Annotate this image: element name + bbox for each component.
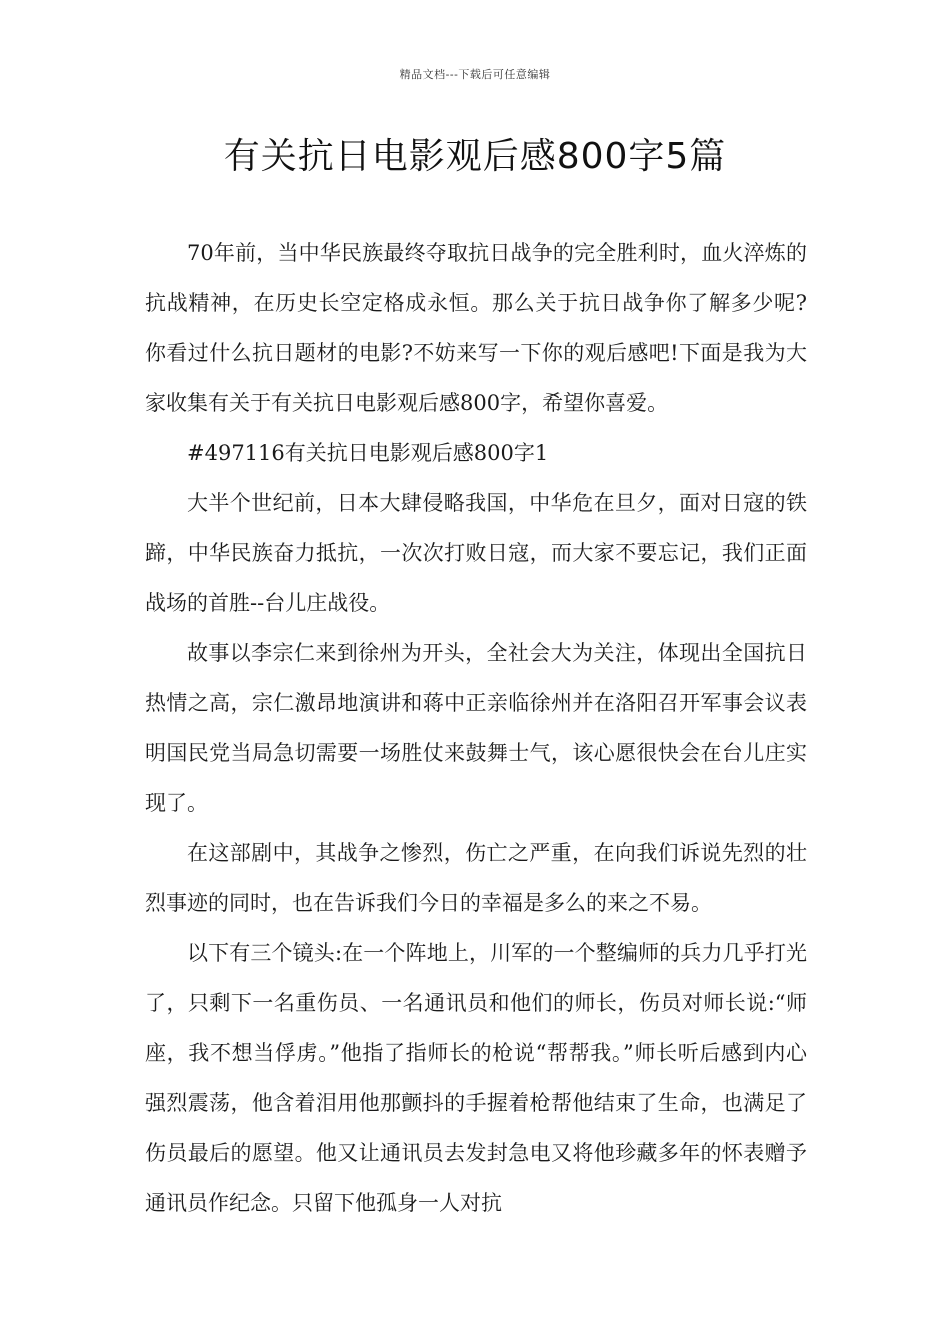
paragraph-intro: 70年前，当中华民族最终夺取抗日战争的完全胜利时，血火淬炼的抗战精神，在历史长空定格成永恒。那么关于抗日战争你了解多少呢?你看过什么抗日题材的电影?不妨来写一下你的观后感吧!下面是我为大家收集有关于有关抗日电影观后感800字，希望你喜爱。 [145, 241, 807, 415]
paragraph-story: 故事以李宗仁来到徐州为开头，全社会大为关注，体现出全国抗日热情之高，宗仁激昂地演讲和蒋中正亲临徐州并在洛阳召开军事会议表明国民党当局急切需要一场胜仗来鼓舞士气，该心愿很快会在台儿庄实现了。 [145, 641, 807, 815]
paragraph-scenes: 以下有三个镜头:在一个阵地上，川军的一个整编师的兵力几乎打光了，只剩下一名重伤员、一名通讯员和他们的师长，伤员对师长说:“师座，我不想当俘虏。”他指了指师长的枪说“帮帮我。”师长听后感到内心强烈震荡，他含着泪用他那颤抖的手握着枪帮他结束了生命，也满足了伤员最后的愿望。他又让通讯员去发封急电又将他珍藏多年的怀表赠予通讯员作纪念。只留下他孤身一人对抗 [145, 941, 807, 1215]
paragraph-history: 大半个世纪前，日本大肆侵略我国，中华危在旦夕，面对日寇的铁蹄，中华民族奋力抵抗，一次次打败日寇，而大家不要忘记，我们正面战场的首胜--台儿庄战役。 [145, 491, 807, 615]
paragraph-tragedy: 在这部剧中，其战争之惨烈，伤亡之严重，在向我们诉说先烈的壮烈事迹的同时，也在告诉我们今日的幸福是多么的来之不易。 [145, 841, 807, 915]
document-body [145, 228, 807, 1228]
paragraph-section-heading: #497116有关抗日电影观后感800字1 [187, 441, 549, 465]
document-header-note: 精品文档---下载后可任意编辑 [399, 68, 551, 81]
document-title: 有关抗日电影观后感800字5篇 [223, 136, 727, 177]
